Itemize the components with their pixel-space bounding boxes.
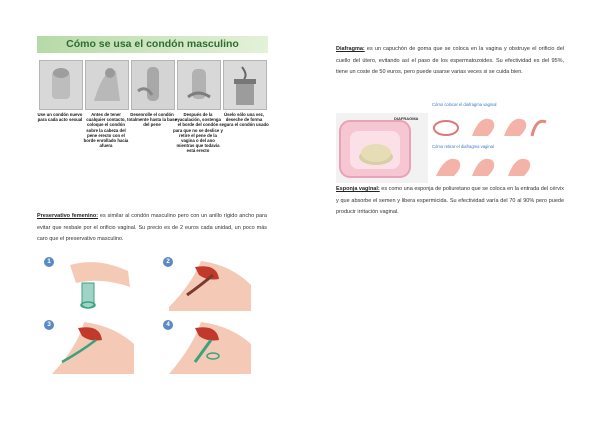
esponja-text: es como una esponja de poliuretano que se coloca en la entrada del cérvix y que absorbe el semen y libera espermicida. Su efectividad varía del 70 al 90% pero puede producir irritación vaginal. <box>336 186 564 216</box>
female-condom-illustration <box>161 318 253 374</box>
condom-step-illustration <box>223 60 267 110</box>
female-condom-illustration <box>161 255 253 311</box>
male-panel-title: Cómo se usa el condón masculino <box>37 36 268 53</box>
diafragma-paragraph <box>336 44 564 79</box>
condom-step-illustration <box>177 60 221 110</box>
step-caption: Use un condón nuevo para cada acto sexual <box>37 112 83 123</box>
esponja-paragraph <box>336 184 564 219</box>
female-condom-illustration <box>42 255 134 311</box>
step-caption: Úselo sólo una vez, deseche de forma segura el condón usado <box>219 112 269 128</box>
condom-step-illustration <box>39 60 83 110</box>
step-caption: Desenrolle el condón totalmente hasta la base del pene <box>127 112 177 128</box>
esponja-heading: Esponja vaginal: <box>336 186 380 192</box>
diaphragm-label: DIAFRAGMA <box>394 116 419 121</box>
female-condom-illustration <box>42 318 134 374</box>
preservativo-femenino-paragraph <box>37 211 267 246</box>
insert-caption: Cómo retirar el diafragma vaginal <box>432 144 494 149</box>
condom-step-illustration <box>131 60 175 110</box>
step-number-badge: 1 <box>44 257 54 267</box>
diafragma-heading: Diafragma: <box>336 46 365 52</box>
diafragma-text: es un capuchón de goma que se coloca en la vagina y obstruye el orificio del cuello del útero, evitando así el paso de los espermatozoides. Su efectividad es del 95%, tiene un coste de 50 euros, pero puede usarse varias veces si se cuida bien. <box>336 46 564 76</box>
preservativo-femenino-heading: Preservativo femenino: <box>37 213 99 219</box>
step-number-badge: 2 <box>163 257 173 267</box>
insert-caption: Cómo colocar el diafragma vaginal <box>432 102 497 107</box>
diaphragm-case-image <box>336 113 428 183</box>
male-condom-panel <box>37 36 268 186</box>
step-caption: Después de la eyaculación, sostenga el borde del condón para que no se deslice y retire el pene de la vagina o del ano mientras que todavía está erecto <box>173 112 223 154</box>
step-caption: Antes de tener cualquier contacto, coloque el condón sobre la cabeza del pene erecto con el borde enrollado hacia afuera <box>83 112 129 149</box>
step-number-badge: 4 <box>163 320 173 330</box>
step-number-badge: 3 <box>44 320 54 330</box>
preservativo-femenino-text: es similar al condón masculino pero con un anillo rígido ancho para evitar que resbale por el orificio vaginal. Su precio es de 2 euros cada unidad, un poco más caro que el preservativo masculino. <box>37 213 267 243</box>
diaphragm-insertion-diagram <box>428 98 548 180</box>
condom-step-illustration <box>85 60 129 110</box>
